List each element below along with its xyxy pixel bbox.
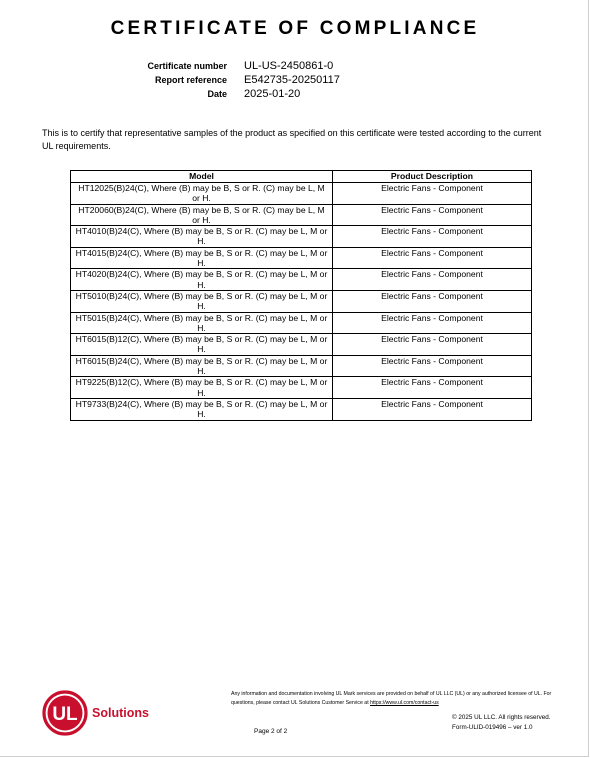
description-cell: Electric Fans - Component	[333, 355, 532, 377]
description-cell: Electric Fans - Component	[333, 377, 532, 399]
certificate-meta	[0, 60, 590, 102]
table-header-row	[71, 171, 532, 183]
model-cell: HT5015(B)24(C), Where (B) may be B, S or R. (C) may be L, M or H.	[71, 312, 333, 334]
table-row	[71, 334, 532, 356]
column-header-description: Product Description	[333, 171, 532, 183]
description-cell: Electric Fans - Component	[333, 183, 532, 205]
table-row	[71, 183, 532, 205]
meta-row-report-reference	[0, 74, 590, 88]
copyright-text: © 2025 UL LLC. All rights reserved.	[452, 714, 551, 721]
table-row	[71, 290, 532, 312]
description-cell: Electric Fans - Component	[333, 269, 532, 291]
meta-value: E542735-20250117	[244, 74, 340, 86]
table-row	[71, 247, 532, 269]
meta-value: UL-US-2450861-0	[244, 60, 334, 72]
table-row	[71, 398, 532, 420]
model-cell: HT6015(B)24(C), Where (B) may be B, S or R. (C) may be L, M or H.	[71, 355, 333, 377]
model-cell: HT4015(B)24(C), Where (B) may be B, S or R. (C) may be L, M or H.	[71, 247, 333, 269]
logo-text: Solutions	[92, 706, 149, 720]
meta-row-certificate-number	[0, 60, 590, 74]
logo-mark: UL	[52, 704, 78, 725]
model-cell: HT12025(B)24(C), Where (B) may be B, S or R. (C) may be L, M or H.	[71, 183, 333, 205]
model-cell: HT9225(B)12(C), Where (B) may be B, S or R. (C) may be L, M or H.	[71, 377, 333, 399]
model-cell: HT9733(B)24(C), Where (B) may be B, S or R. (C) may be L, M or H.	[71, 398, 333, 420]
meta-label: Report reference	[154, 75, 227, 85]
description-cell: Electric Fans - Component	[333, 247, 532, 269]
model-cell: HT5010(B)24(C), Where (B) may be B, S or R. (C) may be L, M or H.	[71, 290, 333, 312]
table-row	[71, 355, 532, 377]
model-cell: HT20060(B)24(C), Where (B) may be B, S or R. (C) may be L, M or H.	[71, 204, 333, 226]
description-cell: Electric Fans - Component	[333, 334, 532, 356]
form-id: Form-ULID-019496 – ver 1.0	[452, 724, 533, 731]
description-cell: Electric Fans - Component	[333, 226, 532, 248]
table-row	[71, 377, 532, 399]
intro-paragraph: This is to certify that representative samples of the product as specified on this certificate were tested according to the current UL requirements.	[42, 128, 542, 151]
footer-disclaimer	[231, 690, 559, 708]
model-cell: HT6015(B)12(C), Where (B) may be B, S or R. (C) may be L, M or H.	[71, 334, 333, 356]
contact-link[interactable]: https://www.ul.com/contact-us	[370, 700, 439, 706]
meta-row-date	[0, 88, 590, 102]
description-cell: Electric Fans - Component	[333, 398, 532, 420]
meta-label: Date	[207, 89, 227, 99]
description-cell: Electric Fans - Component	[333, 312, 532, 334]
table-row	[71, 204, 532, 226]
table-row	[71, 226, 532, 248]
page-title: CERTIFICATE OF COMPLIANCE	[110, 18, 480, 39]
disclaimer-text: Any information and documentation involving UL Mark services are provided on behalf of UL LLC (UL) or any authorized licensee of UL. For questions, please contact UL Solutions Customer Service at	[231, 691, 552, 706]
models-table	[70, 170, 532, 421]
meta-value: 2025-01-20	[244, 88, 301, 100]
table-row	[71, 312, 532, 334]
description-cell: Electric Fans - Component	[333, 290, 532, 312]
model-cell: HT4010(B)24(C), Where (B) may be B, S or R. (C) may be L, M or H.	[71, 226, 333, 248]
copyright-block	[452, 713, 551, 733]
description-cell: Electric Fans - Component	[333, 204, 532, 226]
meta-label: Certificate number	[147, 61, 227, 71]
column-header-model: Model	[71, 171, 333, 183]
table-row	[71, 269, 532, 291]
model-cell: HT4020(B)24(C), Where (B) may be B, S or R. (C) may be L, M or H.	[71, 269, 333, 291]
page-number: Page 2 of 2	[254, 728, 288, 735]
